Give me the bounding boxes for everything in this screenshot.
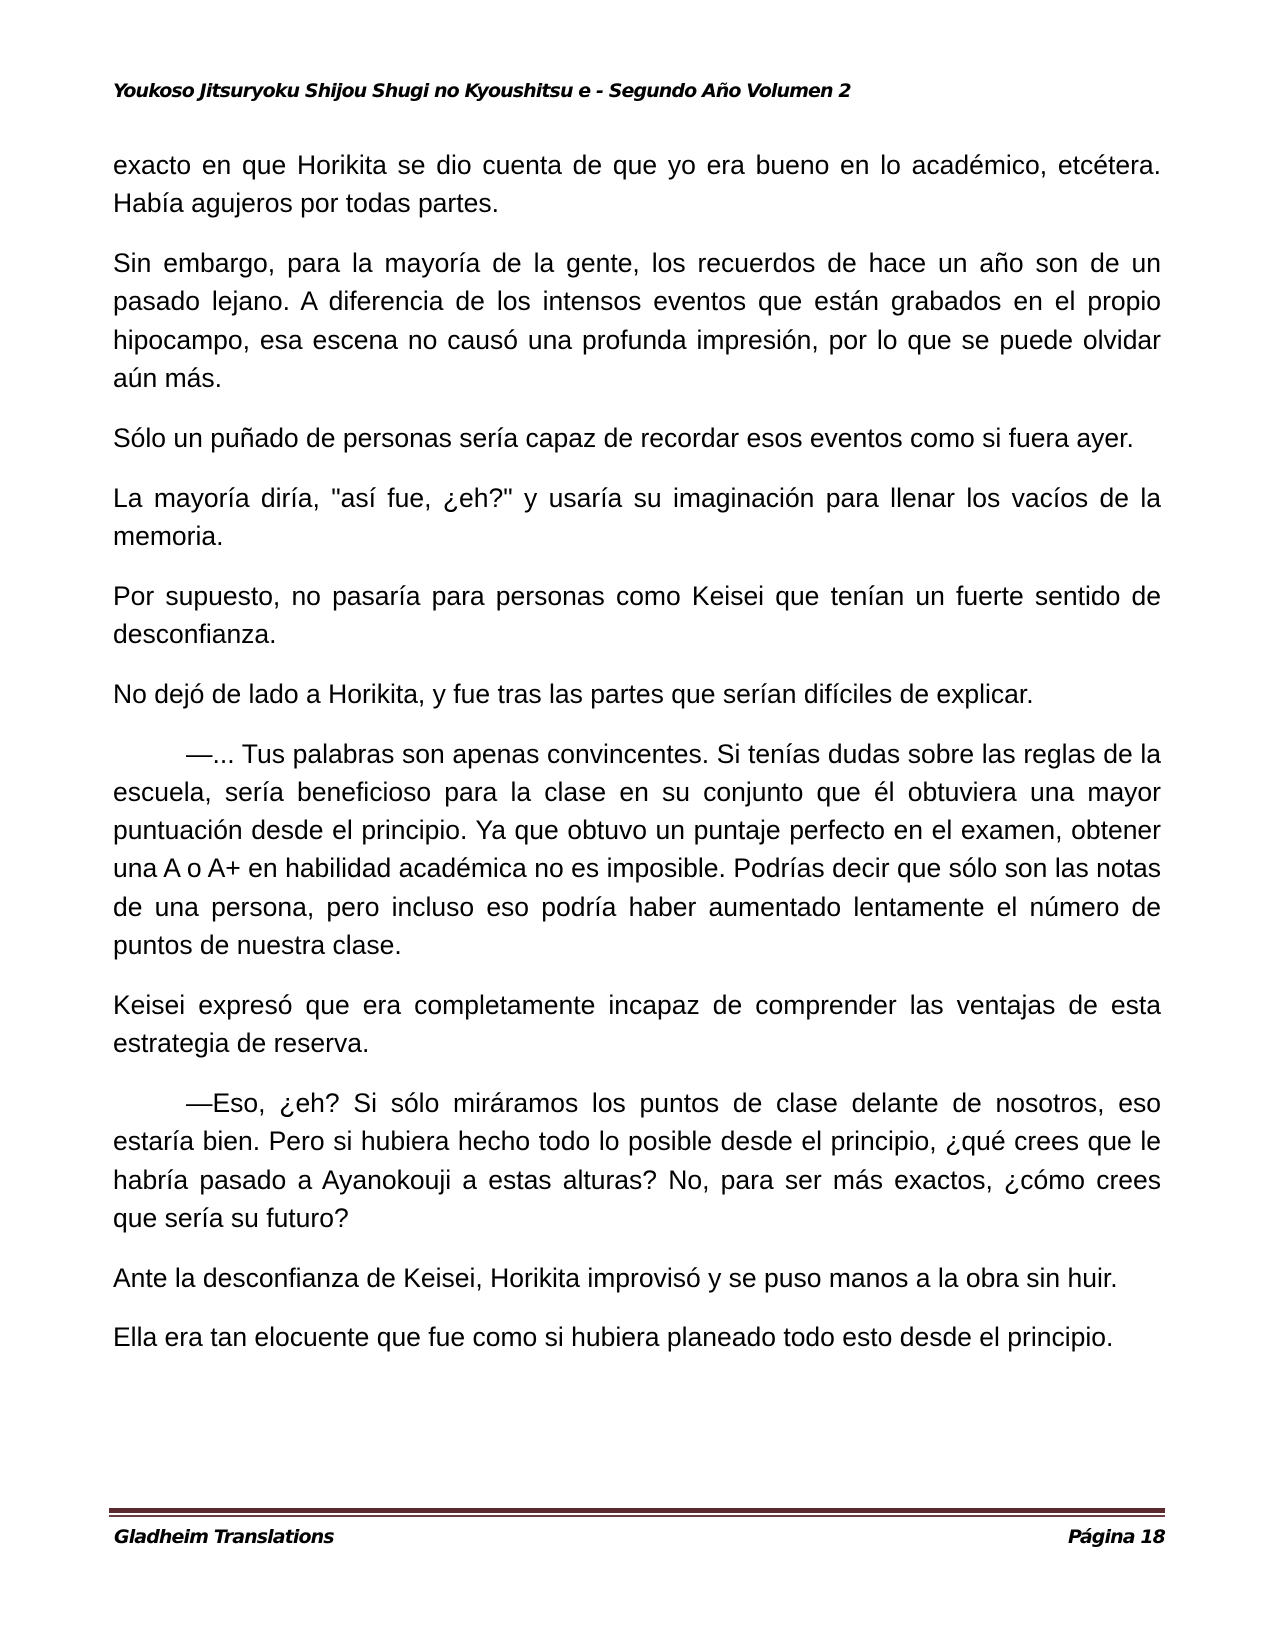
- paragraph: Ante la desconfianza de Keisei, Horikita improvisó y se puso manos a la obra sin huir.: [113, 1262, 1118, 1293]
- footer-divider-thin: [109, 1515, 1165, 1517]
- page-body: [113, 146, 1161, 1378]
- paragraph: La mayoría diría, "así fue, ¿eh?" y usaría su imaginación para llenar los vacíos de la memoria.: [113, 482, 1161, 551]
- footer-divider: [109, 1508, 1165, 1518]
- paragraph: Sin embargo, para la mayoría de la gente, los recuerdos de hace un año son de un pasado lejano. A diferencia de los intensos eventos que están grabados en el propio hipocampo, esa escena no causó una profunda impresión, por lo que se puede olvidar aún más.: [113, 248, 1161, 393]
- dialogue-paragraph: —Eso, ¿eh? Si sólo miráramos los puntos de clase delante de nosotros, eso estaría bien. Pero si hubiera hecho todo lo posible desde el principio, ¿qué crees que le habría pasado a Ayanokouji a estas alturas? No, para ser más exactos, ¿cómo crees que sería su futuro?: [113, 1087, 1161, 1233]
- paragraph: Por supuesto, no pasaría para personas como Keisei que tenían un fuerte sentido de desconfianza.: [113, 580, 1161, 649]
- paragraph: Ella era tan elocuente que fue como si hubiera planeado todo esto desde el principio.: [113, 1322, 1114, 1353]
- paragraph: Sólo un puñado de personas sería capaz de recordar esos eventos como si fuera ayer.: [113, 422, 1134, 453]
- dialogue-paragraph: —... Tus palabras son apenas convincentes. Si tenías dudas sobre las reglas de la escuela, sería beneficioso para la clase en su conjunto que él obtuviera una mayor puntuación desde el principio. Ya que obtuvo un puntaje perfecto en el examen, obtener una A o A+ en habilidad académica no es imposible. Podrías decir que sólo son las notas de una persona, pero incluso eso podría haber aumentado lentamente el número de puntos de nuestra clase.: [113, 738, 1161, 961]
- footer-credit: Gladheim Translations: [114, 1526, 334, 1548]
- paragraph: Keisei expresó que era completamente incapaz de comprender las ventajas de esta estrategia de reserva.: [113, 989, 1161, 1059]
- running-header: Youkoso Jitsuryoku Shijou Shugi no Kyoushitsu e - Segundo Año Volumen 2: [113, 80, 851, 102]
- page-number: Página 18: [1068, 1526, 1165, 1548]
- paragraph: No dejó de lado a Horikita, y fue tras las partes que serían difíciles de explicar.: [113, 678, 1034, 709]
- paragraph: exacto en que Horikita se dio cuenta de que yo era bueno en lo académico, etcétera. Había agujeros por todas partes.: [113, 150, 1161, 219]
